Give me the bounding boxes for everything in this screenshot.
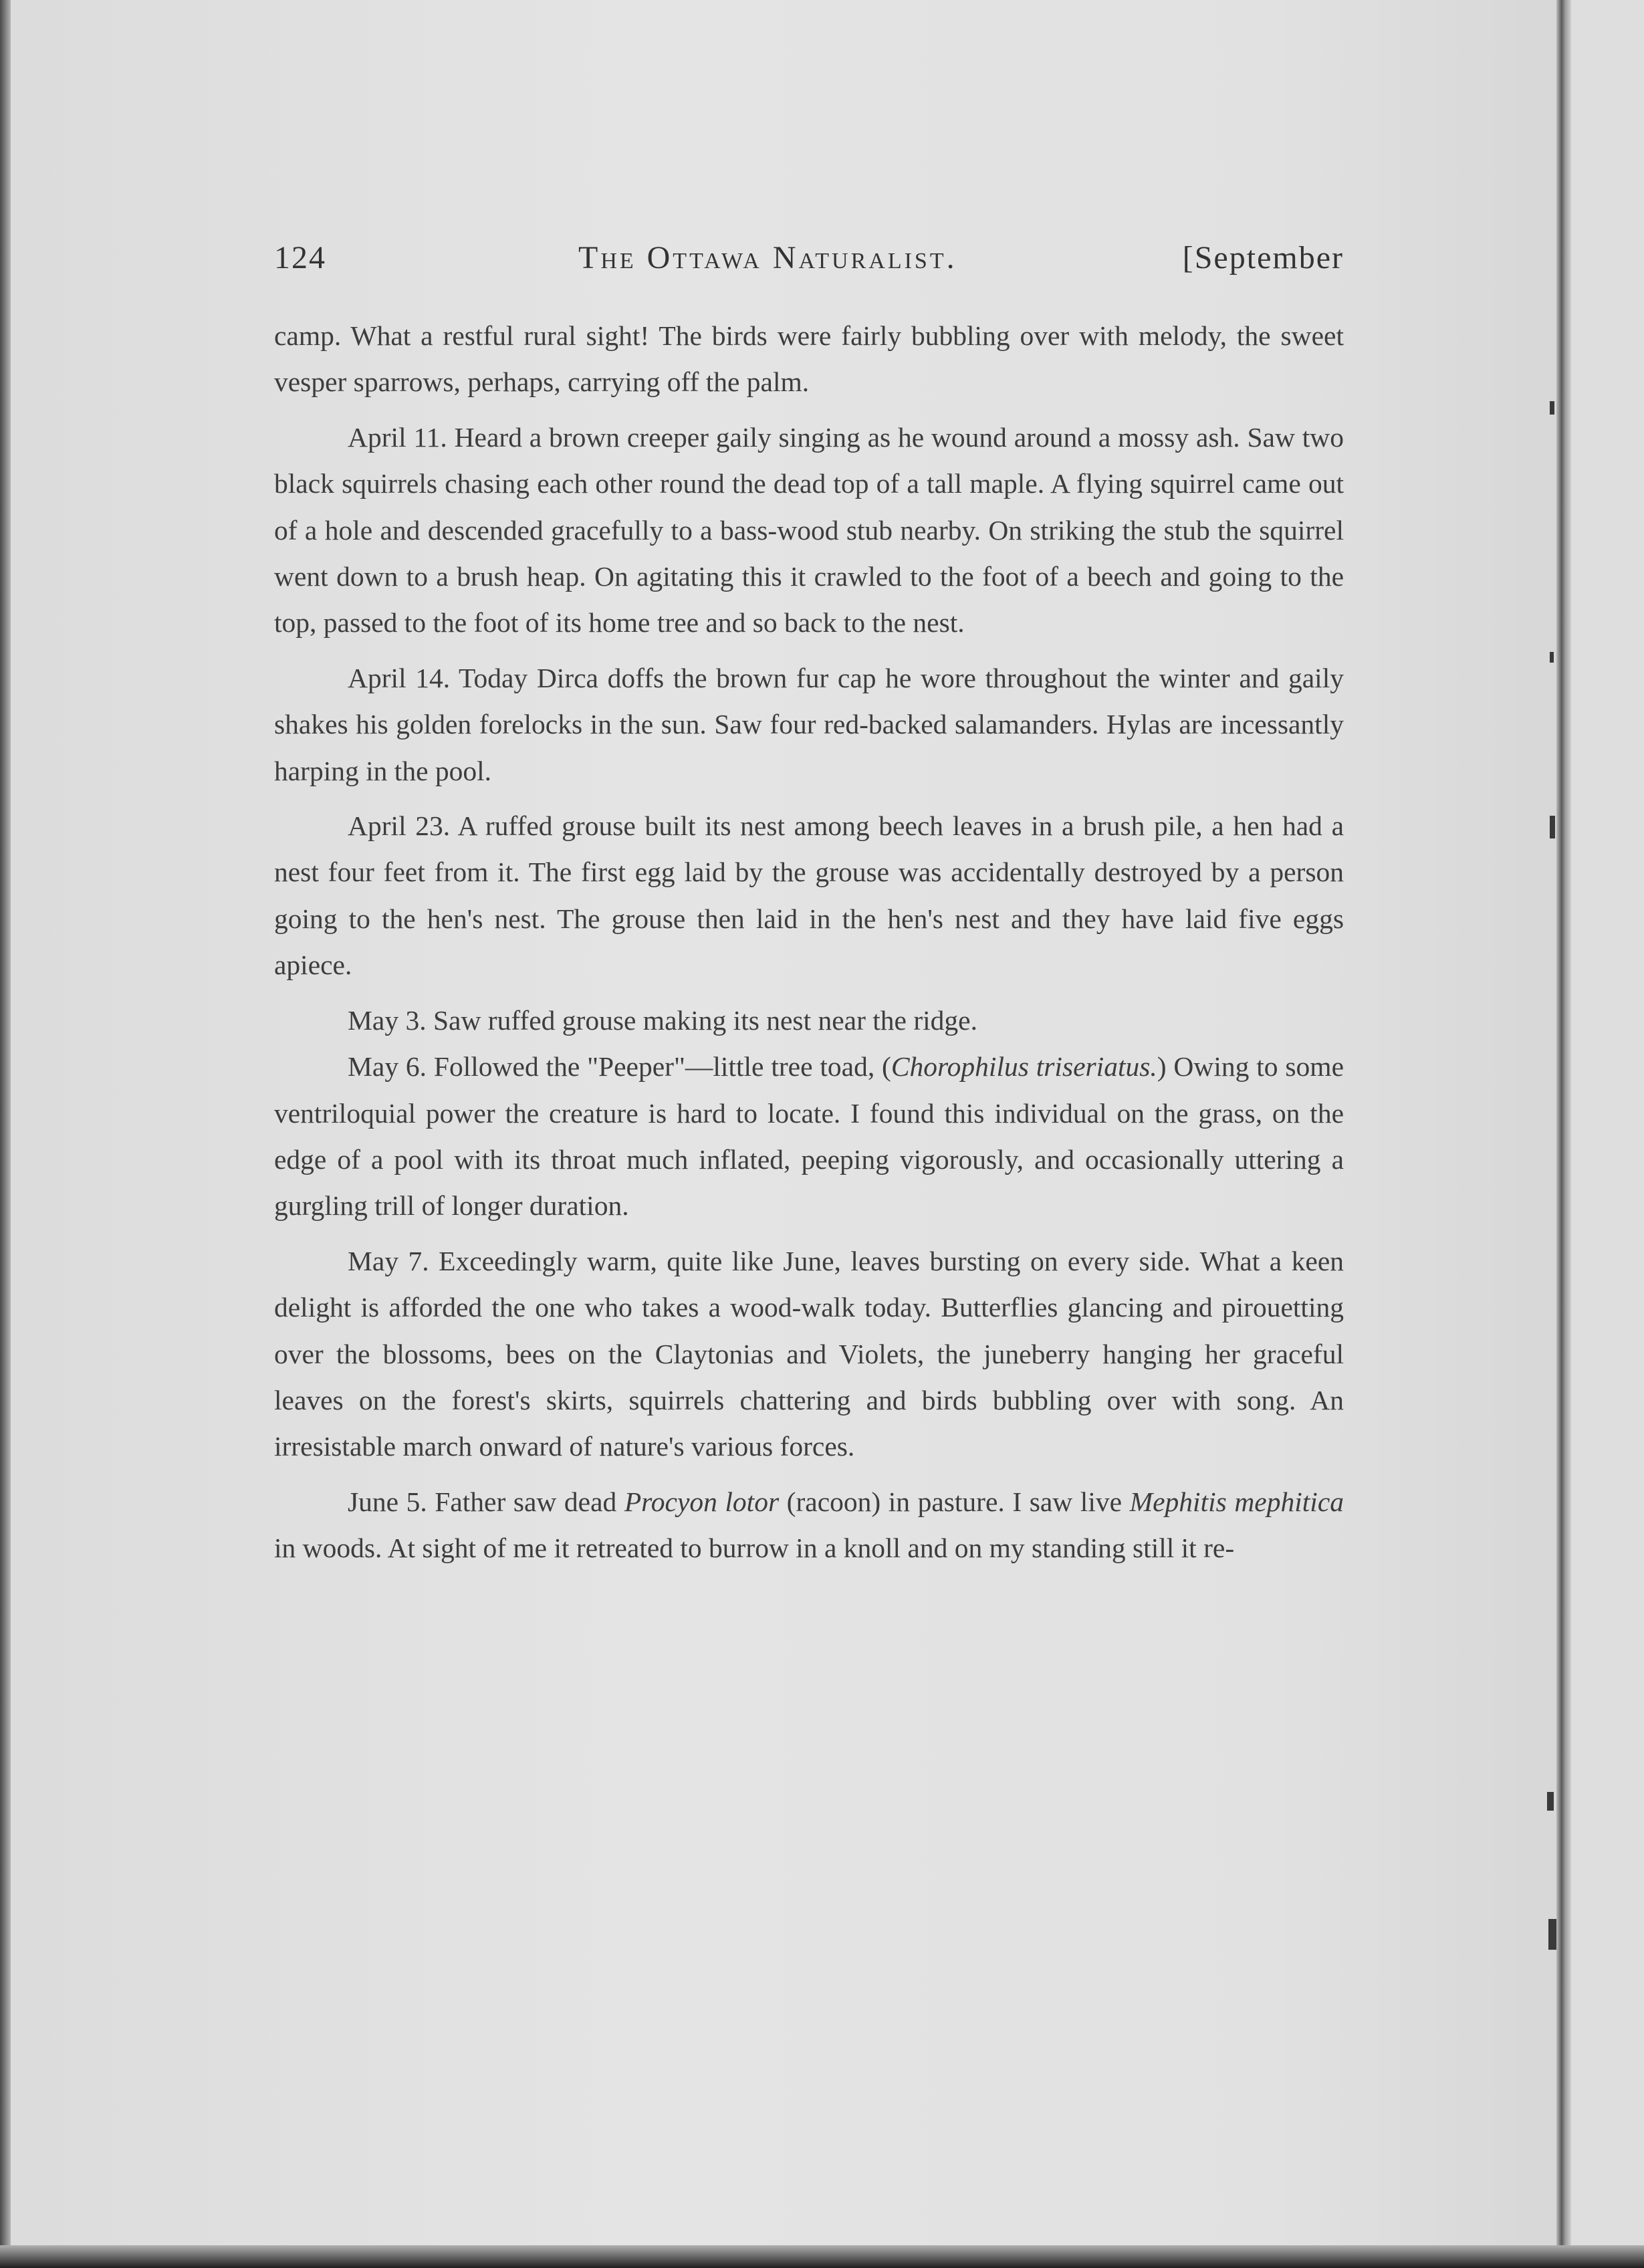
italic-species-name: Procyon lotor — [624, 1486, 780, 1517]
journal-title: The Ottawa Naturalist. — [578, 240, 957, 275]
page-number: 124 — [274, 240, 326, 275]
scan-speck — [1548, 1919, 1556, 1950]
paragraph-p4 — [274, 998, 1344, 1044]
bottom-scan-edge — [0, 2245, 1644, 2268]
text-run: ) Owing to some ventriloquial power the creature is hard to locate. I found this individual on the grass, on the edge of a pool with its throat much inflated, peeping vigorously, and occasionally uttering a gurgling trill of longer duration. — [274, 1051, 1344, 1222]
text-run: in woods. At sight of me it retreated to burrow in a knoll and on my standing still it re- — [274, 1533, 1235, 1564]
italic-species-name: Mephitis mephitica — [1129, 1486, 1344, 1517]
book-spine-shadow — [1556, 0, 1571, 2247]
paragraph-p3 — [274, 803, 1344, 989]
text-run: June 5. Father saw dead — [348, 1486, 624, 1517]
page-left-edge — [0, 0, 11, 2268]
text-run: May 3. Saw ruffed grouse making its nest near the ridge. — [348, 1004, 977, 1036]
text-run: May 6. Followed the "Peeper"—little tree toad, ( — [348, 1051, 891, 1083]
scan-speck — [1550, 401, 1554, 415]
text-run: April 14. Today Dirca doffs the brown fur cap he wore throughout the winter and gaily shakes his golden forelocks in the sun. Saw four red-backed salamanders. Hylas are incessantly harping in the pool. — [274, 662, 1344, 786]
paragraph-p2 — [274, 655, 1344, 794]
text-run: April 23. A ruffed grouse built its nest among beech leaves in a brush pile, a hen had a nest four feet from it. The first egg laid by the grouse was accidentally destroyed by a person going to the hen's nest. The grouse then laid in the hen's nest and they have laid five eggs apiece. — [274, 810, 1344, 981]
paragraph-p5 — [274, 1044, 1344, 1230]
paragraph-p6 — [274, 1238, 1344, 1470]
right-margin — [1571, 0, 1644, 2268]
running-head — [274, 234, 1344, 281]
body-text — [274, 313, 1344, 1572]
scan-speck — [1550, 652, 1554, 663]
italic-species-name: Chorophilus triseriatus. — [891, 1051, 1157, 1083]
scan-speck — [1547, 1792, 1554, 1811]
paragraph-p7 — [274, 1479, 1344, 1572]
text-run: camp. What a restful rural sight! The birds were fairly bubbling over with melody, the sweet vesper sparrows, perhaps, carrying off the palm. — [274, 320, 1344, 398]
text-run: (racoon) in pasture. I saw live — [779, 1486, 1130, 1517]
running-head-month: [September — [1182, 240, 1344, 275]
paragraph-p1 — [274, 415, 1344, 647]
scan-speck — [1550, 816, 1555, 838]
paragraph-p0 — [274, 313, 1344, 406]
text-run: April 11. Heard a brown creeper gaily singing as he wound around a mossy ash. Saw two black squirrels chasing each other round the dead top of a tall maple. A flying squirrel came out of a hole and descended gracefully to a bass-wood stub nearby. On striking the stub the squirrel went down to a brush heap. On agitating this it crawled to the foot of a beech and going to the top, passed to the foot of its home tree and so back to the nest. — [274, 421, 1344, 639]
text-run: May 7. Exceedingly warm, quite like June, leaves bursting on every side. What a keen delight is afforded the one who takes a wood-walk today. Butterflies glancing and pirouetting over the blossoms, bees on the Claytonias and Violets, the juneberry hanging her graceful leaves on the forest's skirts, squirrels chattering and birds bubbling over with song. An irresistable march onward of nature's various forces. — [274, 1245, 1344, 1462]
